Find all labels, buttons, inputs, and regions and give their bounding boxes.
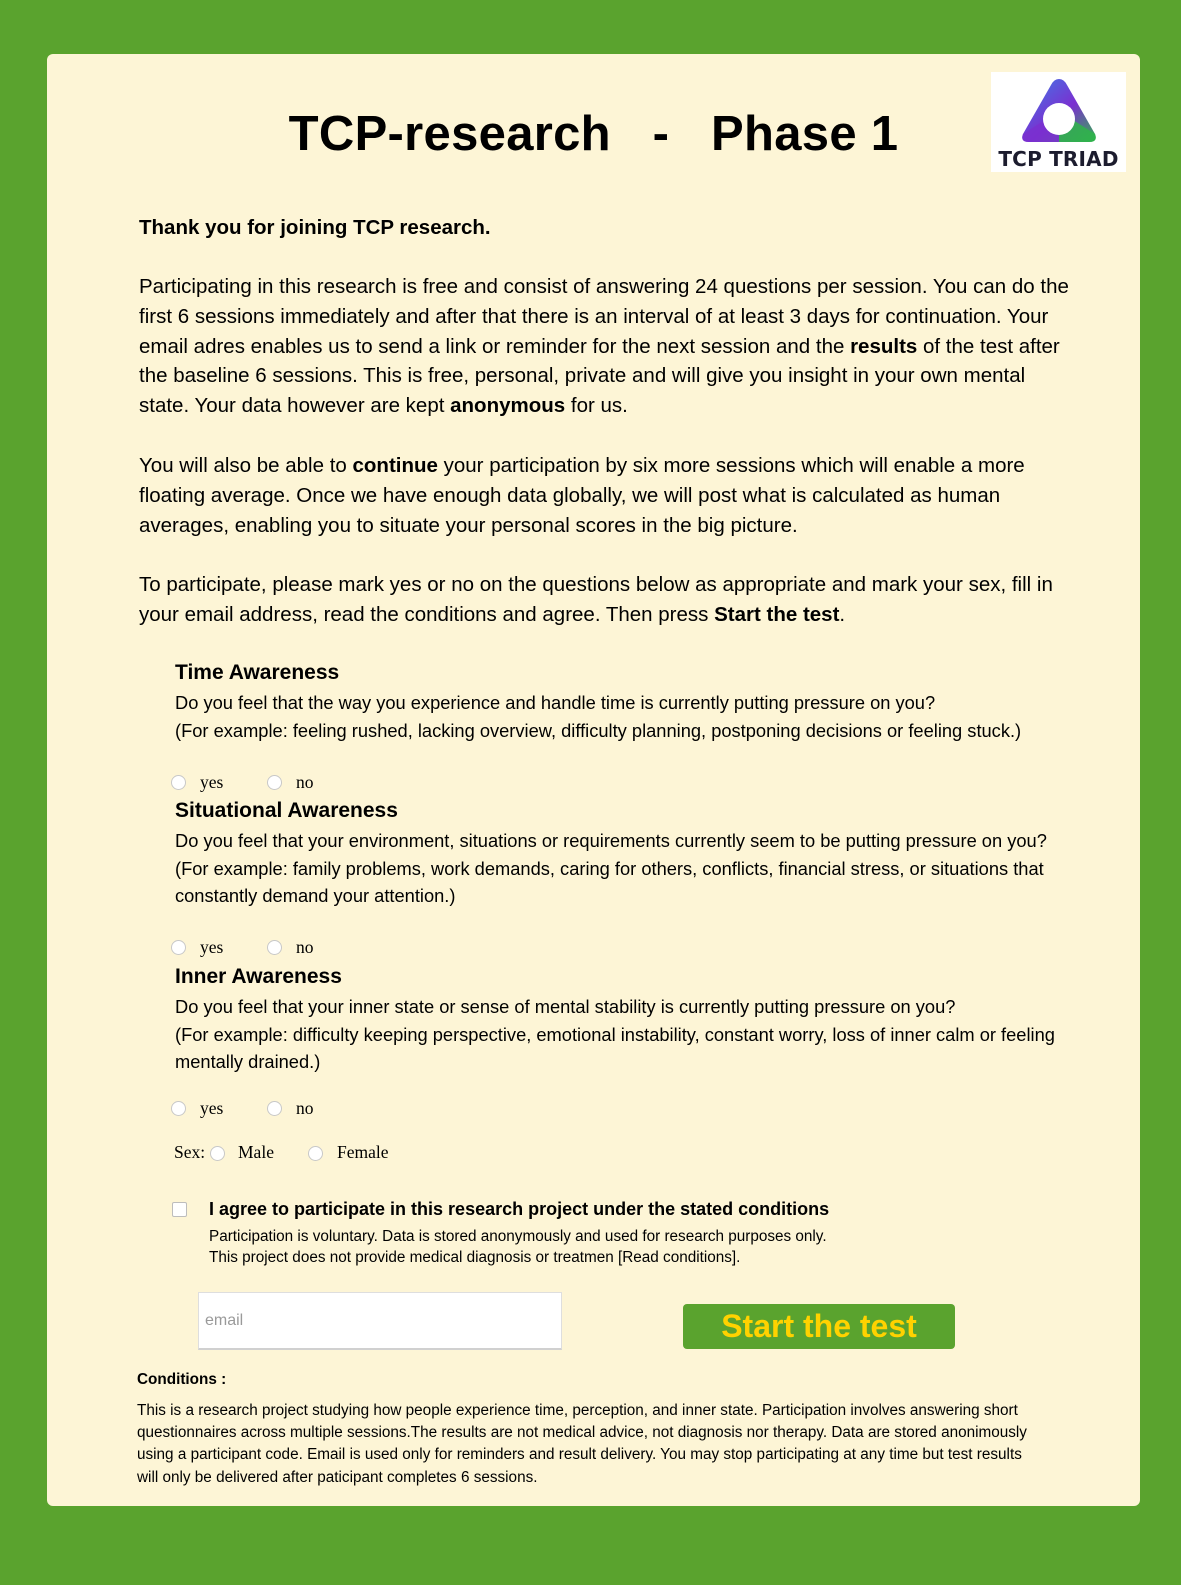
question-text-line: Do you feel that the way you experience and handle time is currently putting pressure on you?	[175, 692, 936, 713]
agree-details	[209, 1226, 827, 1268]
sex-female-radio[interactable]	[308, 1146, 323, 1161]
email-input[interactable]	[198, 1292, 562, 1350]
situational-yes-radio[interactable]	[171, 940, 186, 955]
question-example-line: (For example: difficulty keeping perspective, emotional instability, constant worry, loss of inner calm or feeling mentally drained.)	[175, 1023, 1055, 1072]
start-test-emphasis: Start the test	[714, 602, 840, 626]
question-text-time	[175, 689, 1120, 744]
sex-male-radio[interactable]	[210, 1146, 225, 1161]
intro-paragraph-1: Participating in this research is free and consist of answering 24 questions per session. You can do the first 6 sessions immediately and after that there is an interval of at least 3 days for continuation. Your email adres enables us to send a link or reminder for the next session and the results of the test after the baseline 6 sessions. This is free, personal, private and will give you insight in your own mental state. Your data however are kept anonymous for us.	[139, 275, 1069, 418]
sex-female-label[interactable]: Female	[337, 1142, 389, 1162]
question-text-inner	[175, 993, 1120, 1076]
question-title-time: Time Awareness	[175, 661, 340, 684]
inner-yes-radio[interactable]	[171, 1101, 186, 1116]
agree-checkbox[interactable]	[172, 1202, 187, 1217]
question-title-inner: Inner Awareness	[175, 965, 342, 988]
page-title: TCP-research - Phase 1	[288, 107, 899, 161]
agree-label[interactable]: I agree to participate in this research project under the stated conditions	[209, 1199, 830, 1219]
question-text-situational	[175, 827, 1120, 910]
results-emphasis: results	[850, 334, 918, 358]
sex-male-label[interactable]: Male	[238, 1142, 274, 1162]
anonymous-emphasis: anonymous	[450, 394, 566, 418]
conditions-heading: Conditions :	[137, 1371, 227, 1388]
thanks-heading: Thank you for joining TCP research.	[139, 216, 491, 239]
time-no-label[interactable]: no	[296, 772, 314, 792]
inner-no-label[interactable]: no	[296, 1098, 314, 1118]
continue-emphasis: continue	[352, 454, 438, 477]
main-card	[47, 54, 1140, 1506]
situational-yes-label[interactable]: yes	[200, 937, 224, 957]
question-text-line: Do you feel that your environment, situations or requirements currently seem to be putting pressure on you?	[175, 830, 1047, 851]
intro-paragraph-3: To participate, please mark yes or no on the questions below as appropriate and mark your sex, fill in your email address, read the conditions and agree. Then press Start the test.	[139, 573, 1053, 626]
question-text-line: Do you feel that your inner state or sense of mental stability is currently putting pressure on you?	[175, 996, 956, 1017]
inner-yes-label[interactable]: yes	[200, 1098, 224, 1118]
question-title-situational: Situational Awareness	[175, 799, 398, 822]
conditions-text: This is a research project studying how people experience time, perception, and inner state. Participation involves answering short questionnaires across multiple sessions.The results are not medical advice, not diagnosis nor therapy. Data are stored anonimously using a participant code. Email is used only for reminders and result delivery. You may stop participating at any time but test results will only be delivered after paticipant completes 6 sessions.	[137, 1402, 1027, 1486]
inner-no-radio[interactable]	[267, 1101, 282, 1116]
time-yes-label[interactable]: yes	[200, 772, 224, 792]
agree-line-2[interactable]: This project does not provide medical diagnosis or treatmen [Read conditions].	[209, 1249, 741, 1266]
situational-no-label[interactable]: no	[296, 937, 314, 957]
time-no-radio[interactable]	[267, 775, 282, 790]
sex-label: Sex:	[174, 1142, 206, 1162]
time-yes-radio[interactable]	[171, 775, 186, 790]
question-example-line: (For example: family problems, work demands, caring for others, conflicts, financial stress, or situations that constantly demand your attention.)	[175, 857, 1044, 906]
intro-paragraph-2: You will also be able to continue your participation by six more sessions which will enable a more floating average. Once we have enough data globally, we will post what is calculated as human averages, enabling you to situate your personal scores in the big picture.	[139, 454, 1025, 537]
start-test-button[interactable]: Start the test	[683, 1304, 955, 1349]
logo-text: TCP TRIAD	[998, 147, 1119, 171]
agree-line-1: Participation is voluntary. Data is stored anonymously and used for research purposes only.	[209, 1228, 827, 1245]
situational-no-radio[interactable]	[267, 940, 282, 955]
question-example-line: (For example: feeling rushed, lacking overview, difficulty planning, postponing decisions or feeling stuck.)	[175, 719, 1022, 741]
